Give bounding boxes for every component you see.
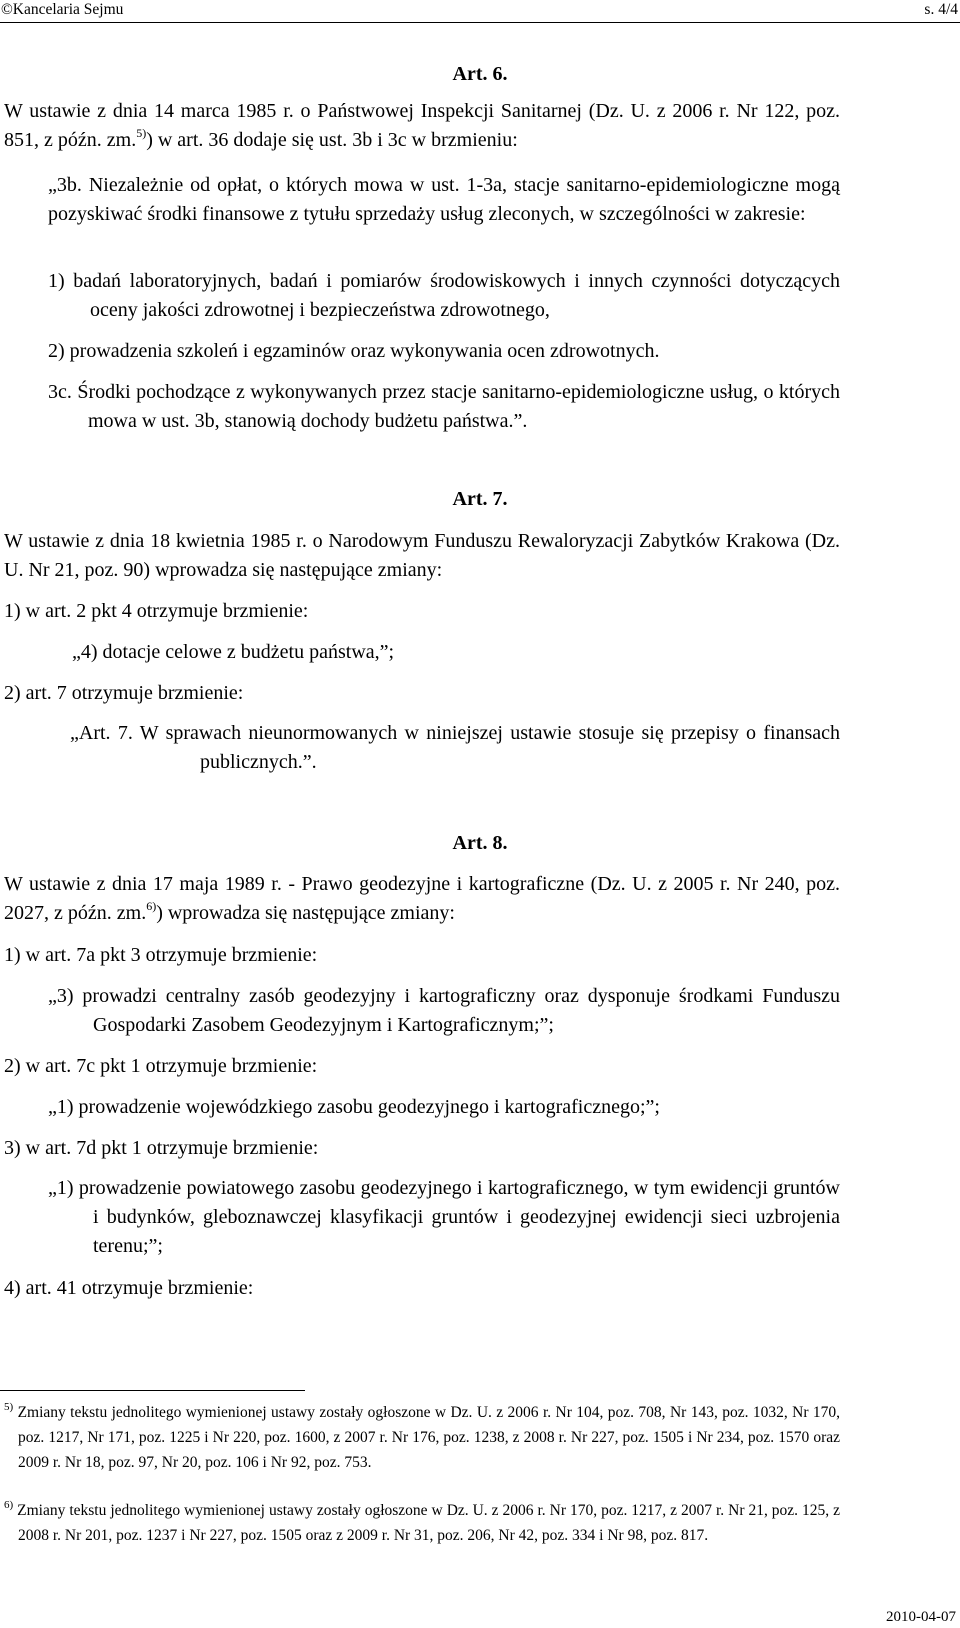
art8-intro: W ustawie z dnia 17 maja 1989 r. - Prawo geodezyjne i kartograficzne (Dz. U. z 2005 r. Nr 240, poz. 2027, z późn. zm.$^{6)}$) wprowadza się następujące zmiany: (4, 873, 840, 924)
art8-change-4: 4) art. 41 otrzymuje brzmienie: (4, 1277, 254, 1299)
art6-intro: W ustawie z dnia 14 marca 1985 r. o Państwowej Inspekcji Sanitarnej (Dz. U. z 2006 r. Nr 122, poz. 851, z późn. zm.$^{5)}$) w art. 36 dodaje się ust. 3b i 3c w brzmieniu: (4, 100, 840, 151)
document-date: 2010-04-07 (886, 1609, 956, 1625)
footnote-ref-6: 6) (146, 899, 157, 914)
page-number: s. 4/4 (924, 1, 958, 18)
art6-item-2: 2) prowadzenia szkoleń i egzaminów oraz wykonywania ocen zdrowotnych. (48, 340, 660, 362)
art6-par-3b: „3b. Niezależnie od opłat, o których mowa w ust. 1-3a, stacje sanitarno-epidemiologiczne mogą pozyskiwać środki finansowe z tytułu sprzedaży usług zleconych, w szczególności w zakresie: (48, 174, 840, 225)
art6-item-1: 1) badań laboratoryjnych, badań i pomiarów środowiskowych i innych czynności dotyczących oceny jakości zdrowotnej i bezpieczeństwa zdrowotnego, (48, 270, 840, 321)
footnote-mark-6: 6) (4, 1498, 14, 1511)
art6-title: Art. 6. (452, 63, 508, 85)
footnote-6: $^{6)}$ Zmiany tekstu jednolitego wymienionej ustawy zostały ogłoszone w Dz. U. z 2006 r. Nr 170, poz. 1217, z 2007 r. Nr 21, poz. 125, z 2008 r. Nr 201, poz. 1237 i Nr 227, poz. 1505 oraz z 2009 r. Nr 31, poz. 206, Nr 42, poz. 334 i Nr 98, poz. 817. (4, 1498, 841, 1544)
header-rule (0, 22, 960, 23)
page-header (0, 0, 960, 24)
art8-quote-2: „1) prowadzenie wojewódzkiego zasobu geodezyjnego i kartograficznego;”; (48, 1096, 660, 1118)
art7-change-2: 2) art. 7 otrzymuje brzmienie: (4, 682, 244, 704)
footnote-separator (0, 1390, 305, 1391)
footnote-5: $^{5)}$ Zmiany tekstu jednolitego wymienionej ustawy zostały ogłoszone w Dz. U. z 2006 r. Nr 104, poz. 708, Nr 143, poz. 1032, Nr 170, poz. 1217, Nr 171, poz. 1225 i Nr 220, poz. 1600, z 2007 r. Nr 176, poz. 1238, z 2008 r. Nr 227, poz. 1505 i Nr 234, poz. 1570 oraz 2009 r. Nr 18, poz. 97, Nr 20, poz. 106 i Nr 92, poz. 753. (4, 1400, 840, 1471)
footnote-ref-5: 5) (136, 126, 147, 141)
header-source: ©Kancelaria Sejmu (1, 1, 124, 18)
art8-quote-3: „1) prowadzenie powiatowego zasobu geodezyjnego i kartograficznego, w tym ewidencji gruntów i budynków, gleboznawczej klasyfikacji gruntów i geodezyjnej ewidencji sieci uzbrojenia terenu;”; (48, 1177, 840, 1257)
art8-change-1: 1) w art. 7a pkt 3 otrzymuje brzmienie: (4, 944, 318, 966)
art7-intro: W ustawie z dnia 18 kwietnia 1985 r. o Narodowym Funduszu Rewaloryzacji Zabytków Krakowa (Dz. U. Nr 21, poz. 90) wprowadza się następujące zmiany: (4, 530, 840, 581)
footnote-mark-5: 5) (4, 1400, 14, 1413)
art7-change-1: 1) w art. 2 pkt 4 otrzymuje brzmienie: (4, 600, 309, 622)
art6-par-3c: 3c. Środki pochodzące z wykonywanych przez stacje sanitarno-epidemiologiczne usług, o których mowa w ust. 3b, stanowią dochody budżetu państwa.”. (48, 381, 840, 432)
art7-quote-1: „4) dotacje celowe z budżetu państwa,”; (72, 641, 395, 663)
art8-change-2: 2) w art. 7c pkt 1 otrzymuje brzmienie: (4, 1055, 318, 1077)
art7-title: Art. 7. (452, 488, 508, 510)
art8-quote-1: „3) prowadzi centralny zasób geodezyjny i kartograficzny oraz dysponuje środkami Funduszu Gospodarki Zasobem Geodezyjnym i Kartograficznym;”; (48, 985, 840, 1036)
art8-title: Art. 8. (452, 832, 508, 854)
art8-change-3: 3) w art. 7d pkt 1 otrzymuje brzmienie: (4, 1137, 319, 1159)
art7-quote-2: „Art. 7. W sprawach nieunormowanych w niniejszej ustawie stosuje się przepisy o finansach publicznych.”. (70, 722, 840, 773)
